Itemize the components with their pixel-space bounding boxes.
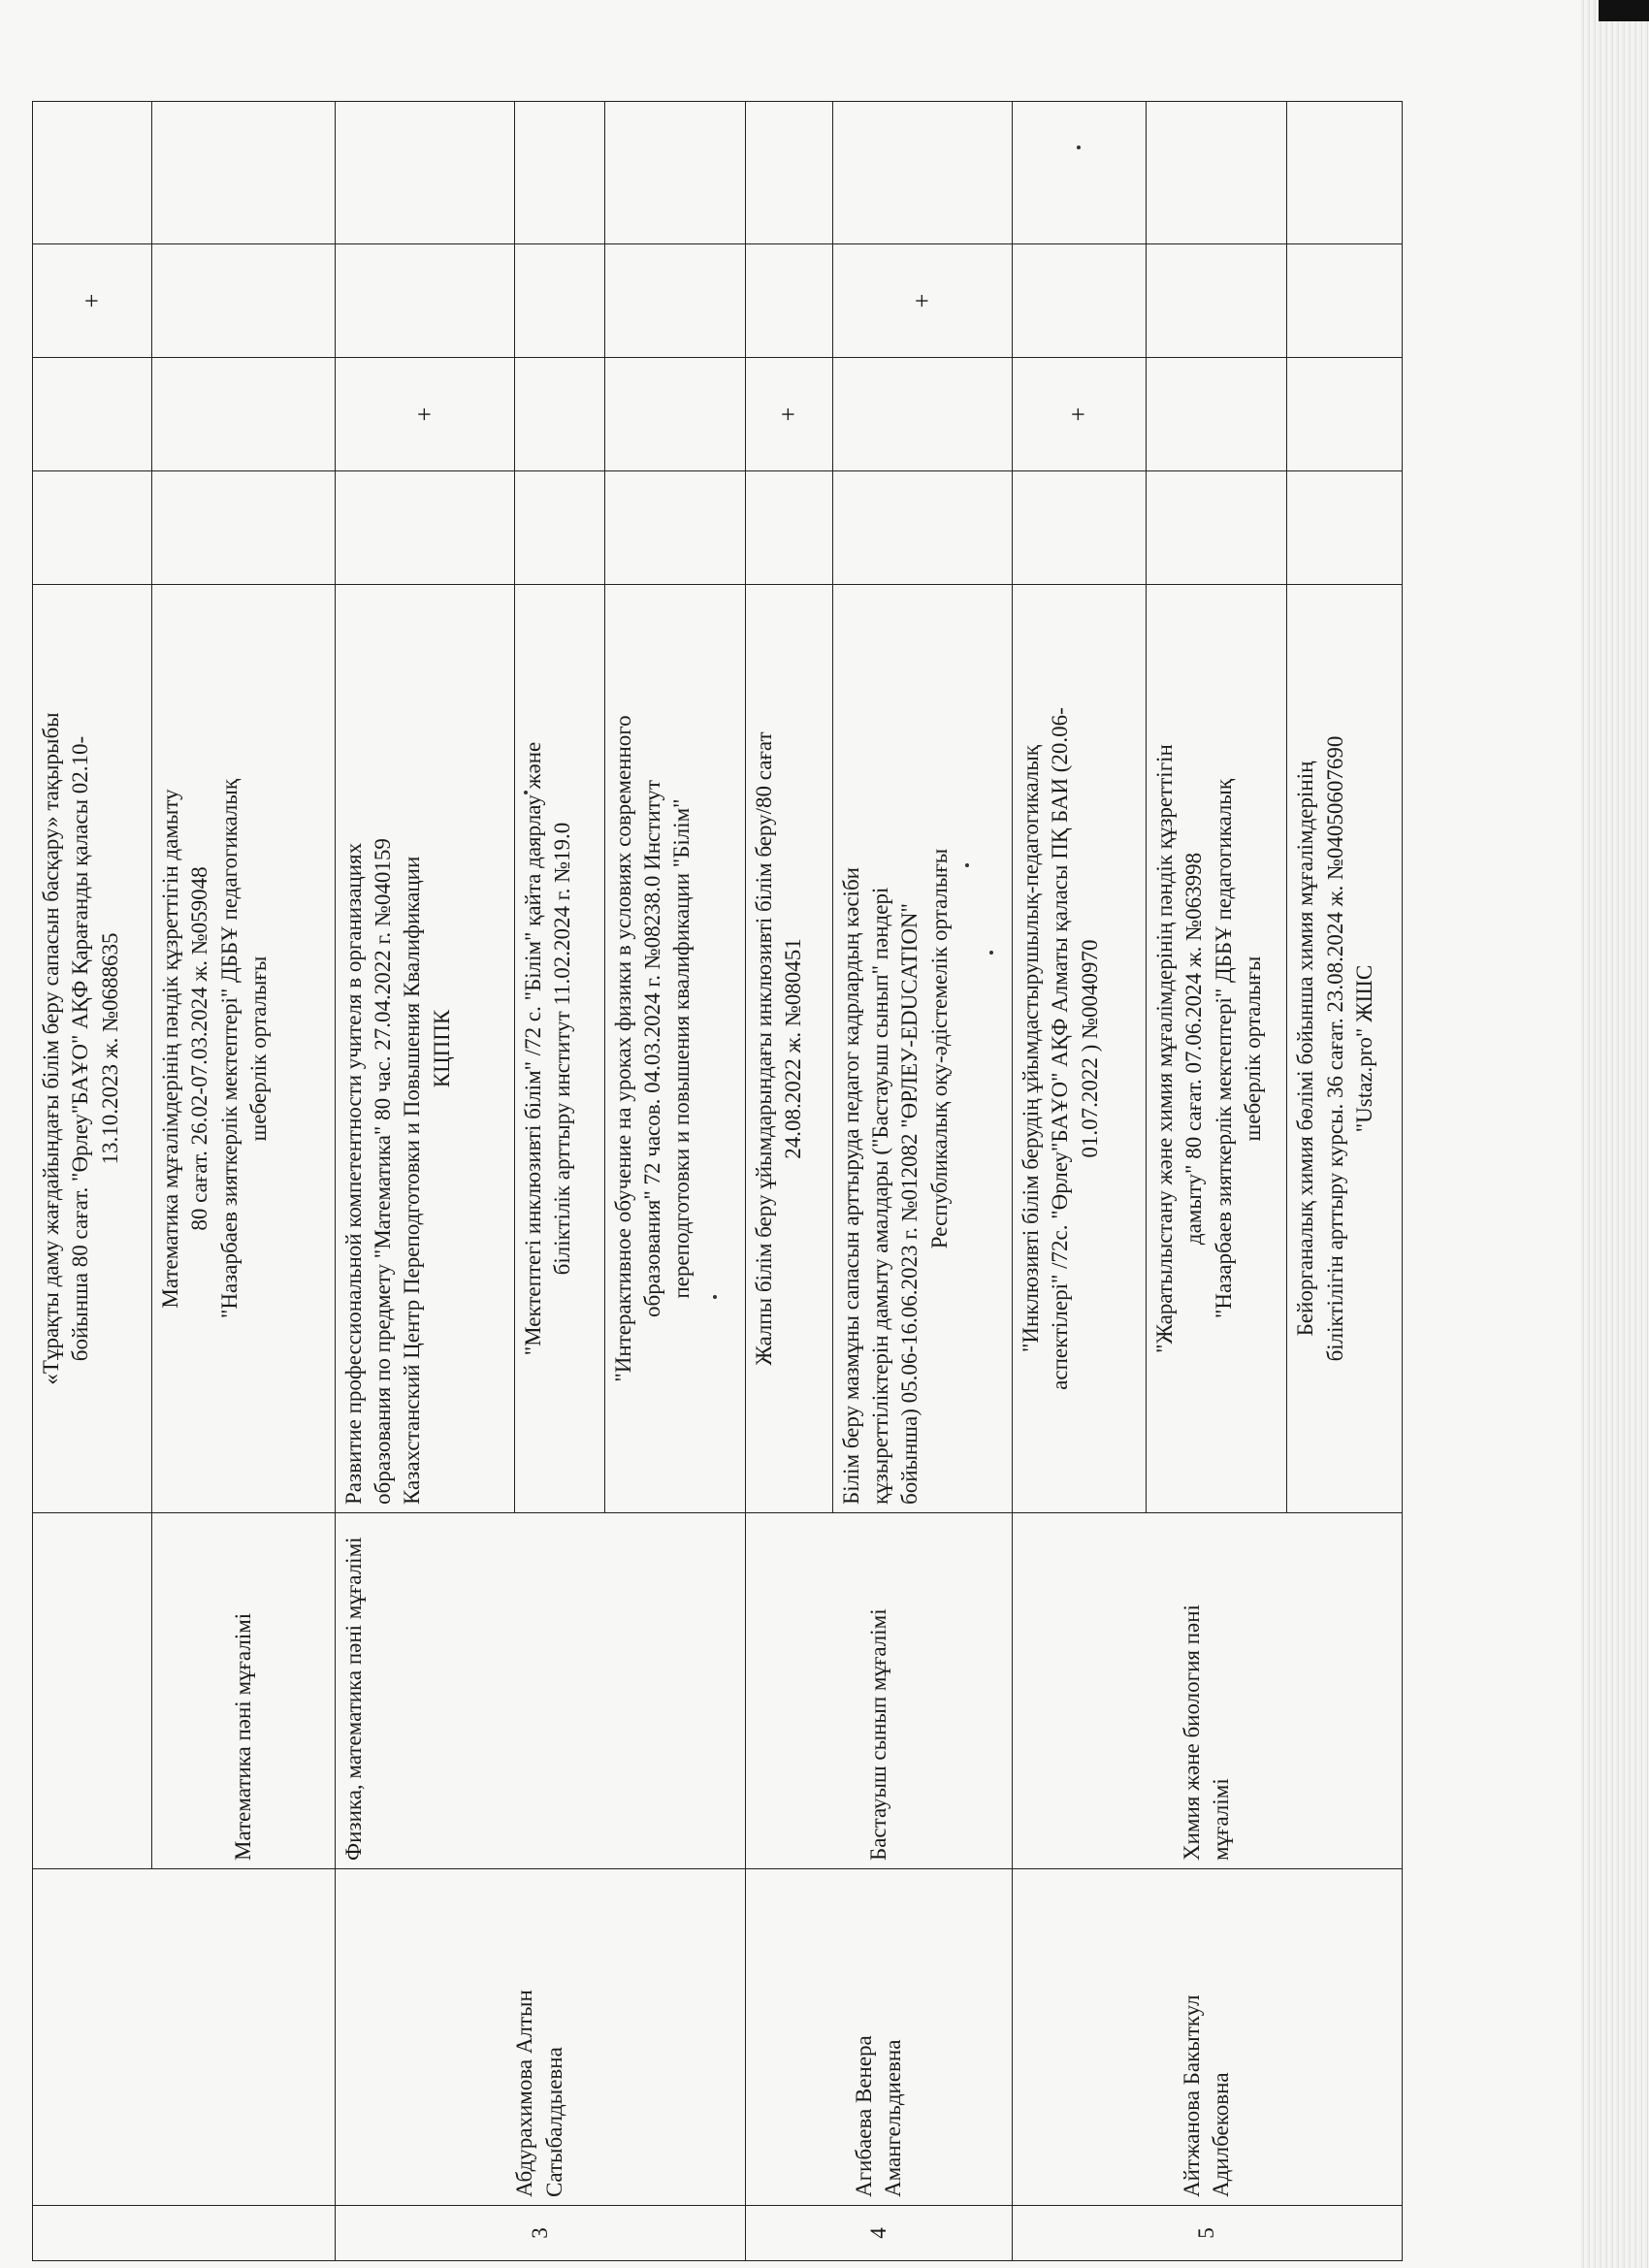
mark-cell (604, 244, 746, 358)
position-cell: Математика пәні мұғалімі (151, 1513, 335, 1869)
course-cell: "Мектептегі инклюзивті білім" /72 с. "Білім" қайта даярлау және біліктілік арттыру институт 11.02.2024 г. №19.0 (514, 585, 604, 1513)
course-cell: "Интерактивное обучение на уроках физики в условиях современного образования" 72 часов. 04.03.2024 г. №08238.0 Институт переподготовки и повышения квалификации "Білім" (604, 585, 746, 1513)
course-cell: Жалпы білім беру ұйымдарындағы инклюзивті білім беру/80 сағат 24.08.2022 ж. №080451 (746, 585, 832, 1513)
table-row (1012, 102, 1146, 2261)
mark-cell: + (335, 358, 514, 471)
mark-cell (335, 102, 514, 244)
mark-cell: + (832, 244, 1012, 358)
scan-edge (1581, 0, 1649, 2268)
mark-cell (151, 471, 335, 585)
mark-cell (514, 244, 604, 358)
table-row (746, 102, 832, 2261)
mark-cell (604, 471, 746, 585)
mark-cell (1287, 244, 1403, 358)
mark-cell (33, 358, 152, 471)
mark-cell (746, 471, 832, 585)
table-row (33, 102, 152, 2261)
num-cell: 3 (335, 2206, 746, 2261)
name-cell: Агибаева Венера Амангельдиевна (746, 1869, 1013, 2206)
course-cell: Развитие профессиональной компетентности учителя в организациях образования по предмету "Математика" 80 час. 27.04.2022 г. №040159 Казахстанский Центр Переподготовки и Повышения Квалификации КЦППК (335, 585, 514, 1513)
course-table (32, 101, 1403, 2261)
mark-cell (1146, 244, 1287, 358)
mark-cell (1146, 358, 1287, 471)
mark-cell (1146, 102, 1287, 244)
mark-cell (832, 471, 1012, 585)
mark-cell (1012, 102, 1146, 244)
mark-cell (1287, 471, 1403, 585)
table-row (335, 102, 514, 2261)
mark-cell (33, 471, 152, 585)
name-cell: Айтжанова Бакыткул Адилбековна (1012, 1869, 1402, 2206)
mark-cell: + (1012, 358, 1146, 471)
position-cell: Бастауыш сынып мұғалімі (746, 1513, 1013, 1869)
course-cell: "Жаратылыстану және химия мұғалімдерінің пәндік құзреттігін дамыту" 80 сағат. 07.06.2024 ж. №063998 "Назарбаев зияткерлік мектептері" ДББҰ педагогикалық шеберлік орталығы (1146, 585, 1287, 1513)
mark-cell: + (746, 358, 832, 471)
position-cell: Химия және биология пәні мұғалімі (1012, 1513, 1402, 1869)
name-cell: Абдурахимова Алтын Сатыбалдыевна (335, 1869, 746, 2206)
mark-cell (1146, 471, 1287, 585)
mark-cell (514, 358, 604, 471)
mark-cell (1287, 102, 1403, 244)
mark-cell (832, 358, 1012, 471)
mark-cell (33, 102, 152, 244)
mark-cell: + (33, 244, 152, 358)
mark-cell (746, 244, 832, 358)
mark-cell (604, 358, 746, 471)
rotated-page (32, 106, 1403, 2261)
course-cell: Білім беру мазмұны сапасын арттыруда педагог кадрлардың кәсіби құзыреттіліктерін дамыту амалдары ("Бастауыш сынып" пәндері бойынша) 05.06-16.06.2023 г. №012082 "ӨРЛЕУ-EDUCATION" Республикалық оқу-әдістемелік орталығы (832, 585, 1012, 1513)
mark-cell (514, 471, 604, 585)
num-cell: 4 (746, 2206, 1013, 2261)
position-cell: Физика, математика пәні мұғалімі (335, 1513, 746, 1869)
course-cell: "Инклюзивті білім берудің ұйымдастырушылық-педагогикалық аспектілері" /72с. "Өрлеу"БАҰО" АҚФ Алматы қаласы ПҚ БАИ (20.06- 01.07.2022 ) №0040970 (1012, 585, 1146, 1513)
mark-cell (335, 471, 514, 585)
scan-corner-mark (1599, 0, 1649, 21)
name-cell (33, 1869, 336, 2206)
mark-cell (604, 102, 746, 244)
mark-cell (1012, 471, 1146, 585)
mark-cell (335, 244, 514, 358)
course-cell: Бейорганалық химия бөлімі бойынша химия мұғалімдерінің біліктілігін арттыру курсы. 36 сағат. 23.08.2024 ж. №04050607690 "Ustaz.pro" ЖШС (1287, 585, 1403, 1513)
mark-cell (151, 358, 335, 471)
mark-cell (151, 244, 335, 358)
mark-cell (832, 102, 1012, 244)
course-cell: «Тұрақты даму жағдайындағы білім беру сапасын басқару» тақырыбы бойынша 80 сағат. "Өрлеу"БАҰО" АҚФ Қарағанды қаласы 02.10- 13.10.2023 ж. №0688635 (33, 585, 152, 1513)
mark-cell (1012, 244, 1146, 358)
mark-cell (514, 102, 604, 244)
num-cell (33, 2206, 336, 2261)
num-cell: 5 (1012, 2206, 1402, 2261)
mark-cell (151, 102, 335, 244)
mark-cell (746, 102, 832, 244)
position-cell (33, 1513, 152, 1869)
course-cell: Математика мұғалімдерінің пәндік құзреттігін дамыту 80 сағат. 26.02-07.03.2024 ж. №059048 "Назарбаев зияткерлік мектептері" ДББҰ педагогикалық шеберлік орталығы (151, 585, 335, 1513)
mark-cell (1287, 358, 1403, 471)
